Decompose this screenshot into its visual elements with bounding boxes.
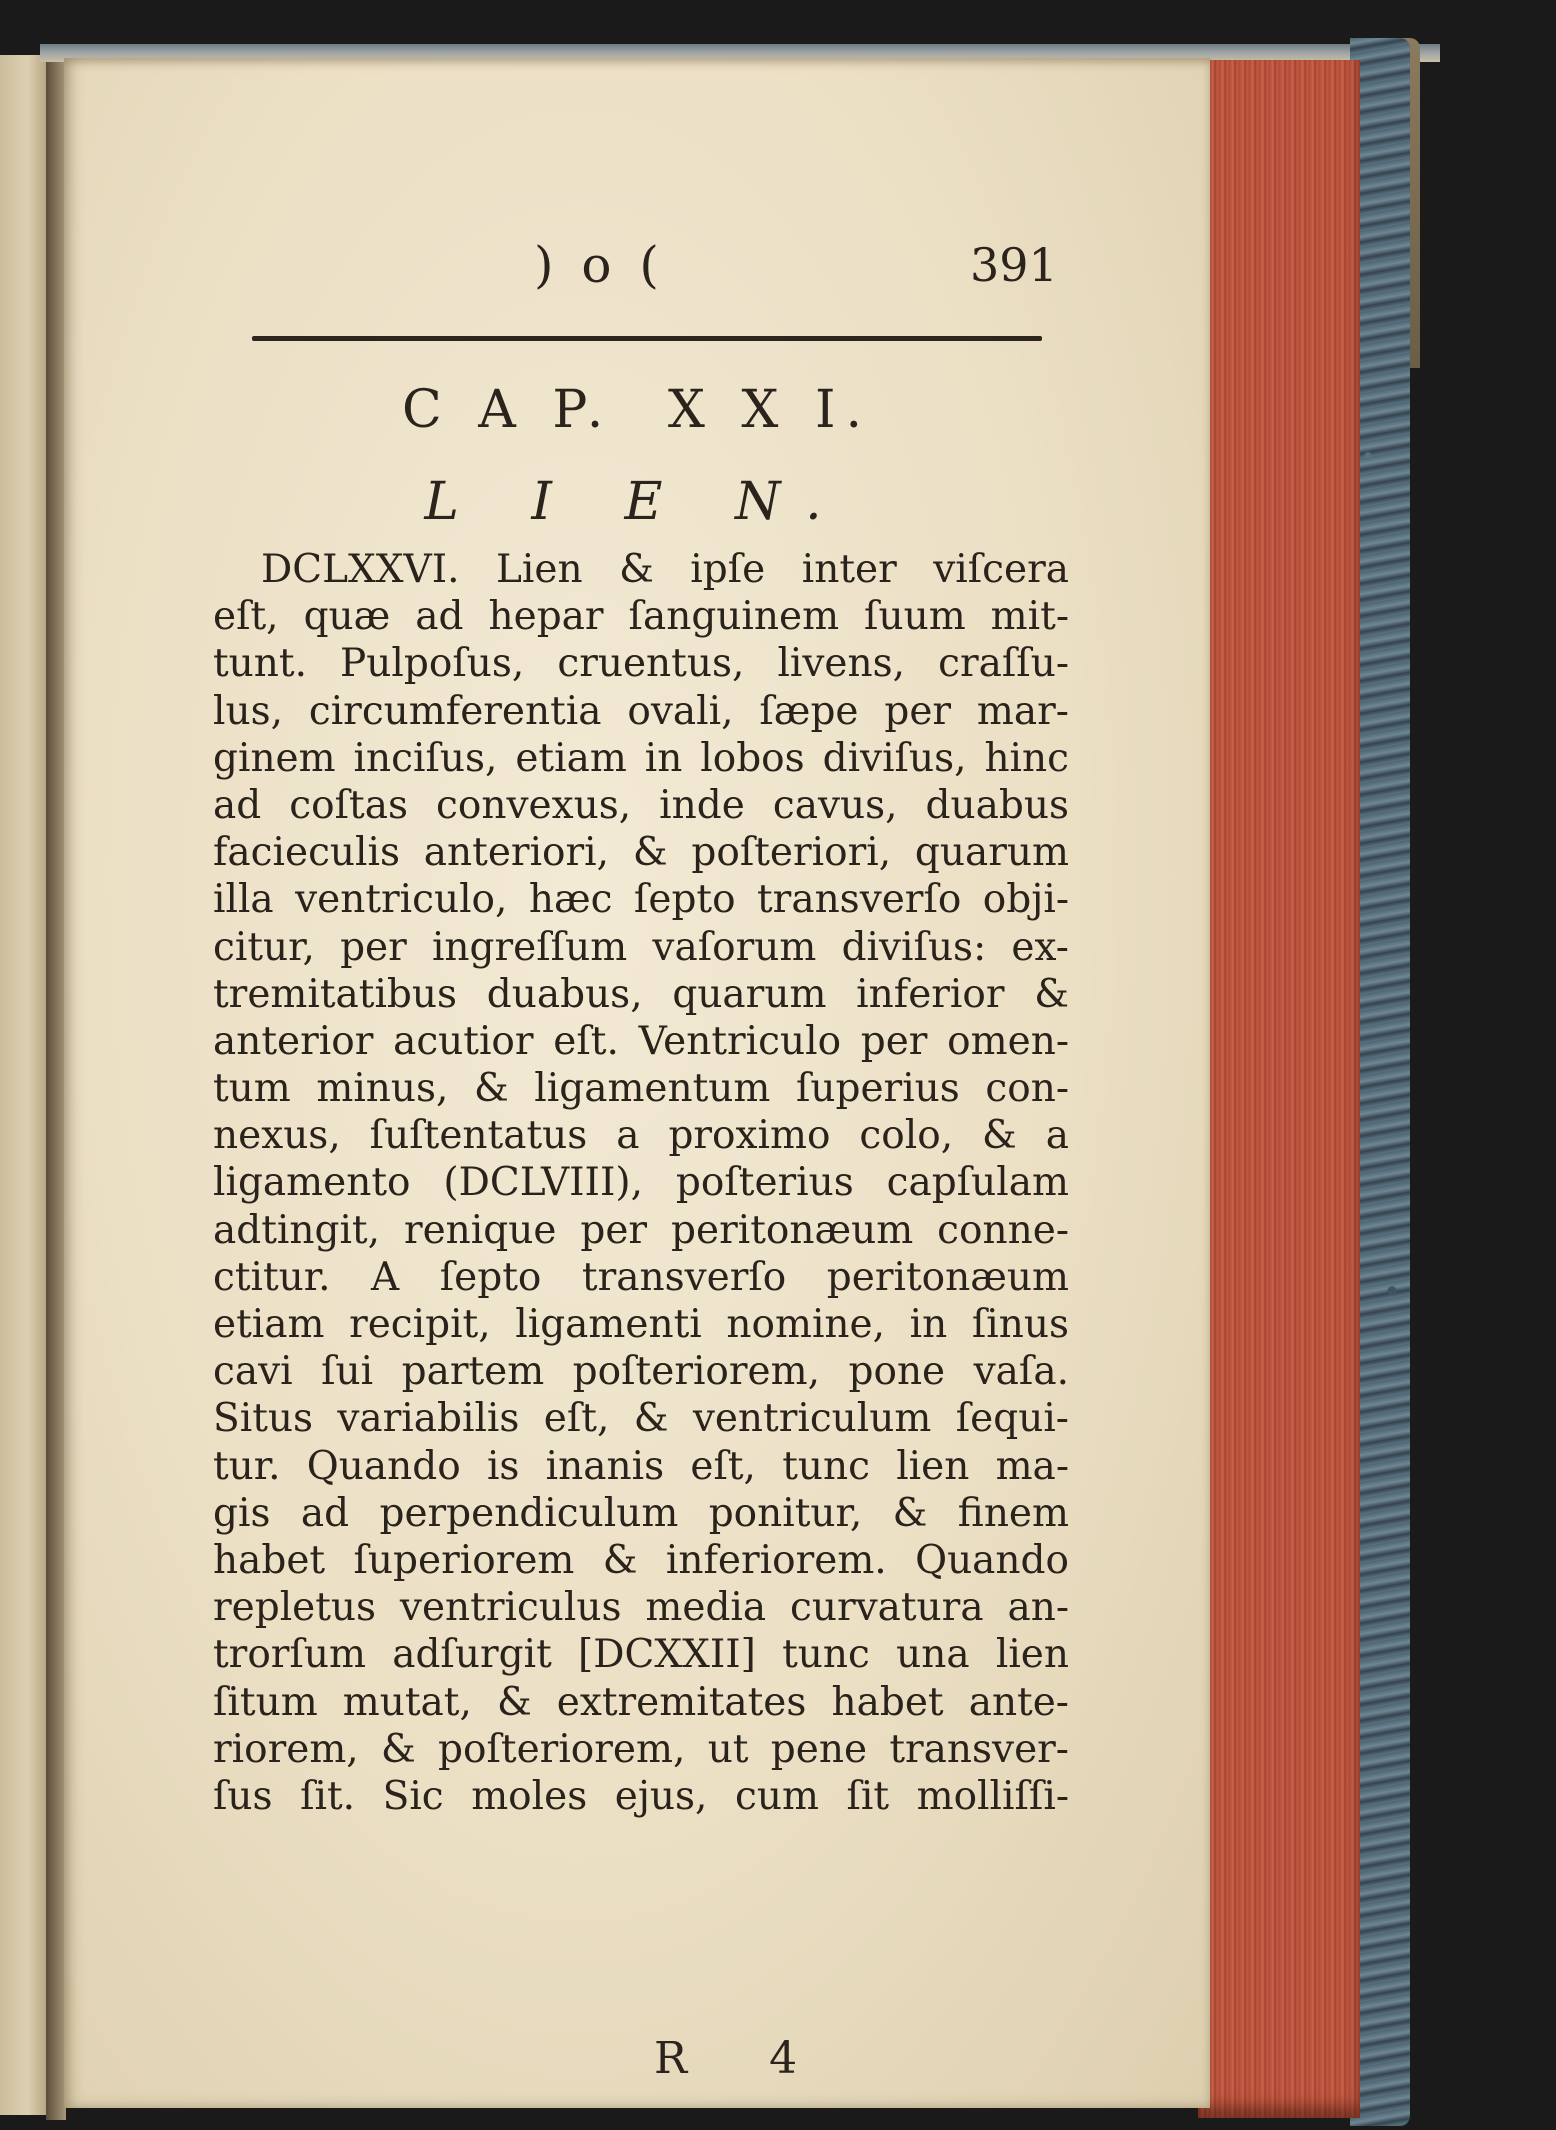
text-line: facieculis anteriori, & poſteriori, quarum bbox=[213, 830, 1069, 876]
text-line: habet ſuperiorem & inferiorem. Quando bbox=[213, 1537, 1069, 1583]
chapter-prefix: C A P. bbox=[401, 380, 614, 440]
text-line: citur, per ingreſſum vaſorum diviſus: ex- bbox=[213, 924, 1069, 970]
body-paragraph bbox=[213, 546, 1069, 1820]
text-line: ctitur. A ſepto transverſo peritonæum bbox=[213, 1254, 1069, 1300]
text-line: tremitatibus duabus, quarum inferior & bbox=[213, 971, 1069, 1017]
text-line: repletus ventriculus media curvatura an- bbox=[213, 1585, 1069, 1631]
text-line: ginem inciſus, etiam in lobos diviſus, hinc bbox=[213, 735, 1069, 781]
text-line: gis ad perpendiculum ponitur, & finem bbox=[213, 1490, 1069, 1536]
binding-gutter bbox=[46, 50, 66, 2120]
text-line: DCLXXVI. Lien & ipſe inter viſcera bbox=[261, 547, 1069, 592]
red-fore-edge bbox=[1198, 60, 1360, 2118]
chapter-heading bbox=[64, 380, 1210, 440]
text-line: tur. Quando is inanis eſt, tunc lien ma- bbox=[213, 1443, 1069, 1489]
text-line: ſus ſit. Sic moles ejus, cum ſit molliſſi- bbox=[213, 1773, 1069, 1819]
text-line: tum minus, & ligamentum ſuperius con- bbox=[213, 1066, 1069, 1112]
head-rule bbox=[252, 336, 1042, 341]
text-line: tunt. Pulpoſus, cruentus, livens, craſſu- bbox=[213, 641, 1069, 687]
text-line: etiam recipit, ligamenti nomine, in ſinus bbox=[213, 1302, 1069, 1347]
text-line: ligamento (DCLVIII), poſterius capſulam bbox=[213, 1160, 1069, 1206]
text-line: lus, circumferentia ovali, ſæpe per mar- bbox=[213, 688, 1069, 734]
running-head-ornament: ) o ( bbox=[534, 236, 665, 294]
text-line: eſt, quæ ad hepar ſanguinem ſuum mit- bbox=[213, 594, 1069, 640]
text-line: adtingit, renique per peritonæum conne- bbox=[213, 1207, 1069, 1253]
text-line: illa ventriculo, hæc ſepto transverſo obji- bbox=[213, 877, 1069, 923]
text-line: trorſum adſurgit [DCXXII] tunc una lien bbox=[213, 1632, 1069, 1678]
page-number: 391 bbox=[970, 238, 1058, 292]
text-line: cavi ſui partem poſteriorem, pone vaſa. bbox=[213, 1349, 1069, 1395]
text-line: riorem, & poſteriorem, ut pene transver- bbox=[213, 1726, 1069, 1772]
text-line: ſitum mutat, & extremitates habet ante- bbox=[213, 1679, 1069, 1725]
text-line: Situs variabilis eſt, & ventriculum ſequi- bbox=[213, 1396, 1069, 1442]
book-page bbox=[64, 58, 1210, 2108]
text-line: nexus, ſuſtentatus a proximo colo, & a bbox=[213, 1113, 1069, 1159]
section-title: L I E N. bbox=[424, 472, 850, 532]
chapter-numeral: X X I. bbox=[667, 380, 873, 440]
left-page-edge bbox=[0, 55, 49, 2115]
signature-mark: R 4 bbox=[654, 2033, 832, 2084]
text-line: ad coſtas convexus, inde cavus, duabus bbox=[213, 782, 1069, 828]
text-line: anterior acutior eſt. Ventriculo per omen- bbox=[213, 1018, 1069, 1064]
